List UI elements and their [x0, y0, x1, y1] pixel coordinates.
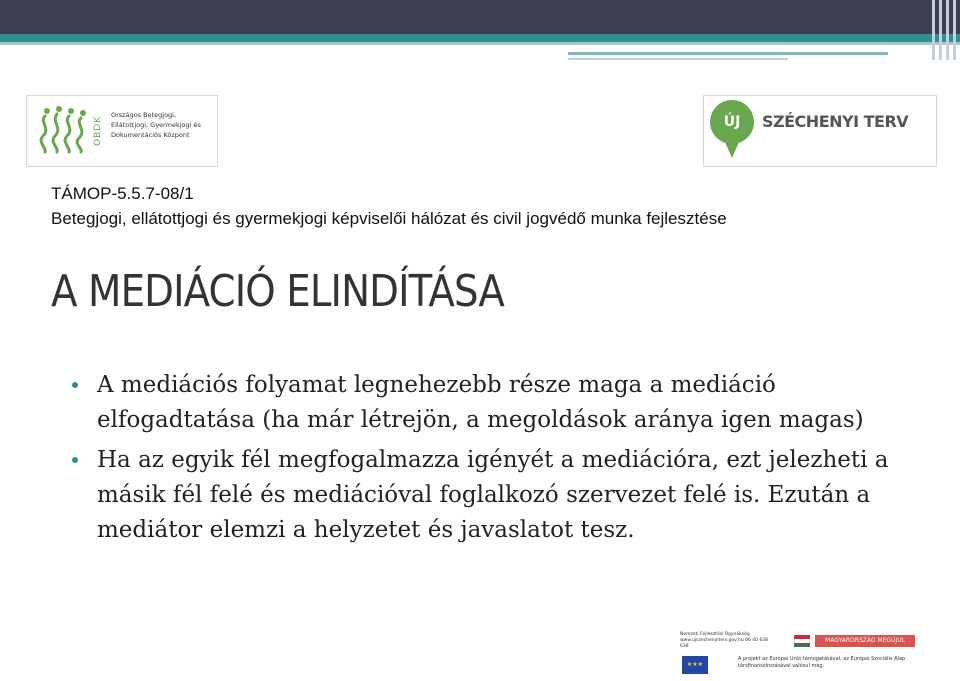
- uj-pin-icon: ÚJ: [710, 100, 754, 144]
- top-accent-stripe: [0, 34, 960, 42]
- obdk-logo: [26, 95, 218, 167]
- obdk-figures-icon: [37, 106, 95, 156]
- funding-logos: [680, 630, 926, 678]
- szechenyi-terv-logo: [703, 95, 937, 167]
- bullet-dot-icon: [72, 457, 78, 463]
- bullet-dot-icon: [72, 382, 78, 388]
- project-description: Betegjogi, ellátottjogi és gyermekjogi képviselői hálózat és civil jogvédő munka fejlesztése: [51, 209, 727, 228]
- corner-decoration: [928, 0, 960, 60]
- decorative-line-short: [568, 58, 788, 60]
- eu-funding-text: A projekt az Európai Unió támogatásával, az Európai Szociális Alap társfinanszírozásával valósul meg.: [738, 656, 906, 669]
- obdk-acronym: OBDK: [93, 115, 103, 147]
- obdk-org-name: Országos Betegjogi, Ellátottjogi, Gyermekjogi és Dokumentációs Központ: [111, 111, 201, 139]
- decorative-line: [568, 52, 888, 55]
- top-banner-bar: [0, 0, 960, 34]
- hungarian-flag-icon: [794, 635, 810, 647]
- bullet-item: A mediációs folyamat legnehezebb része maga a mediáció elfogadtatása (ha már létrejön, a megoldások aránya igen magas): [70, 368, 900, 438]
- magyarorszag-megujul-banner: MAGYARORSZÁG MEGÚJUL: [815, 635, 915, 647]
- project-code: TÁMOP-5.5.7-08/1: [51, 184, 194, 203]
- eu-flag-icon: ★★★: [682, 656, 708, 674]
- nfu-text: Nemzeti Fejlesztési Ügynökség www.ujszechenyiterv.gov.hu 06 40 638 638: [680, 632, 769, 649]
- slide-title: A MEDIÁCIÓ ELINDÍTÁSA: [51, 266, 505, 317]
- szechenyi-brand-text: SZÉCHENYI TERV: [762, 112, 909, 131]
- pin-tail-icon: [724, 140, 740, 158]
- top-accent-stripe-light: [0, 42, 960, 45]
- bullet-list: [70, 368, 900, 548]
- bullet-item: Ha az egyik fél megfogalmazza igényét a mediációra, ezt jelezheti a másik fél felé és mediációval foglalkozó szervezet felé is. Ezután a mediátor elemzi a helyzetet és javaslatot tesz.: [70, 443, 900, 548]
